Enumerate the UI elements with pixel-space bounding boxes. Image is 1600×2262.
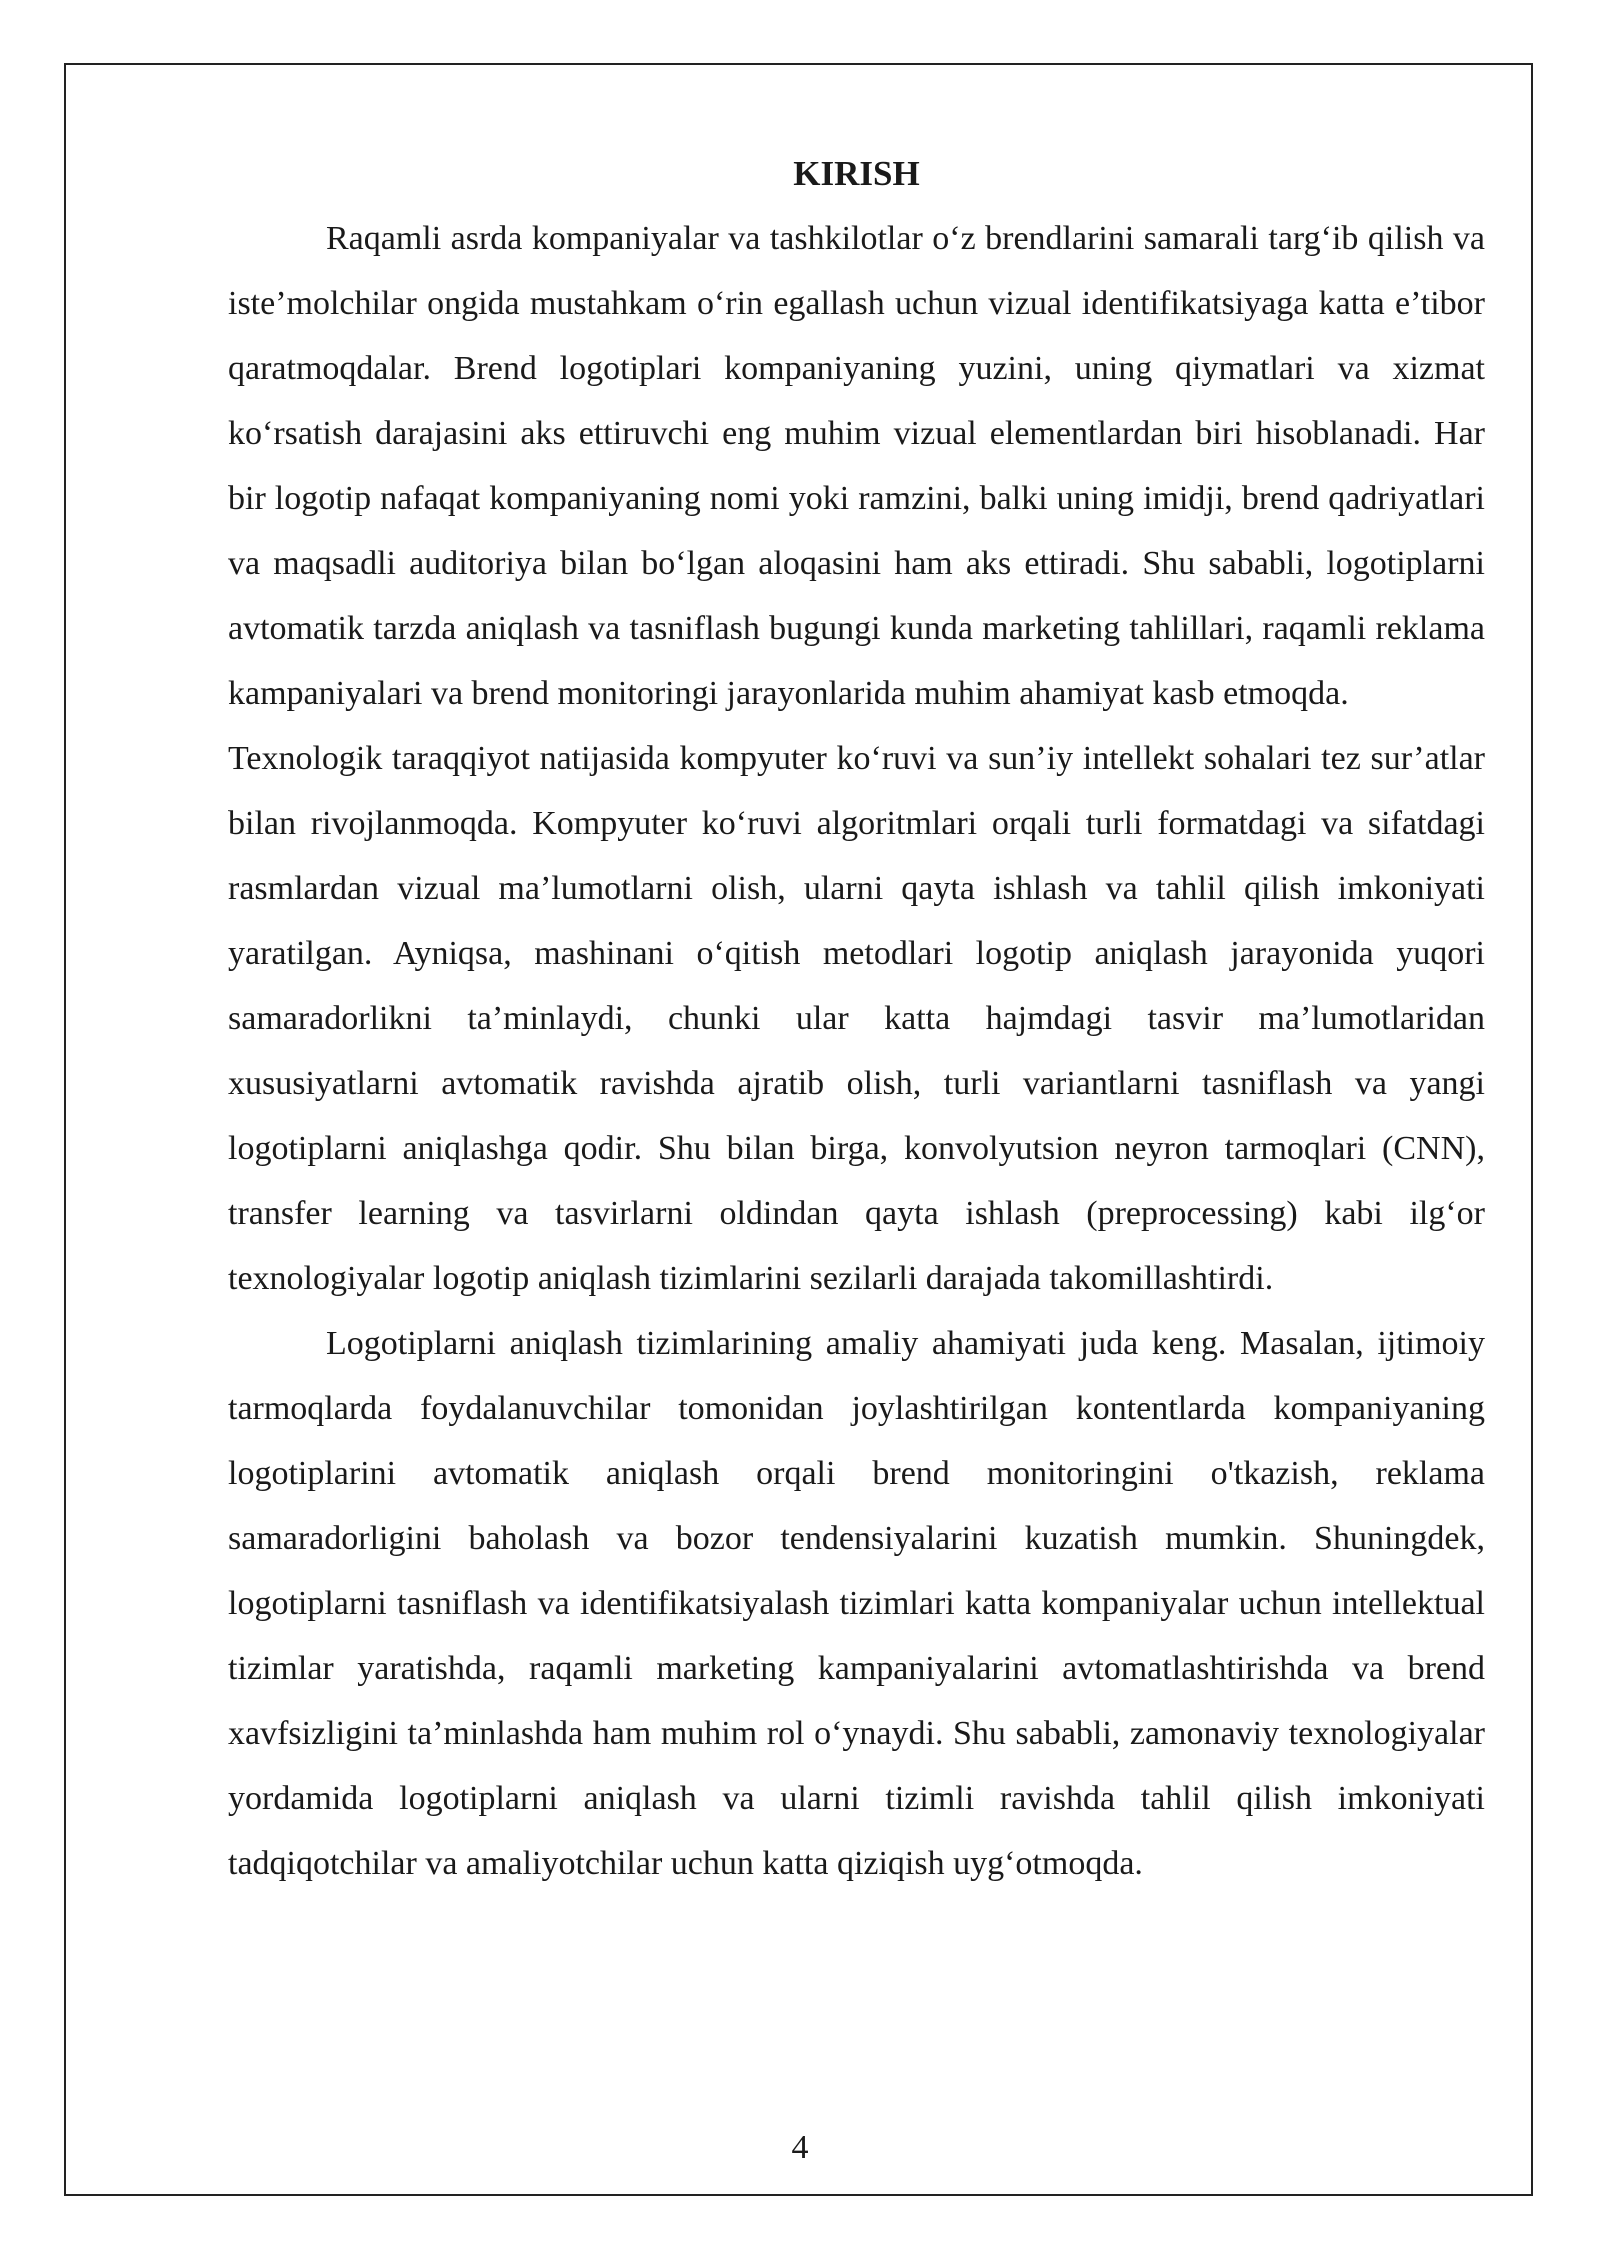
paragraph-intro: Raqamli asrda kompaniyalar va tashkilotlar o‘z brendlarini samarali targ‘ib qilish va iste’molchilar ongida mustahkam o‘rin egallash uchun vizual identifikatsiyaga katta e’tibor qaratmoqdalar. Brend logotiplari kompaniyaning yuzini, uning qiymatlari va xizmat ko‘rsatish darajasini aks ettiruvchi eng muhim vizual elementlardan biri hisoblanadi. Har bir logotip nafaqat kompaniyaning nomi yoki ramzini, balki uning imidji, brend qadriyatlari va maqsadli auditoriya bilan bo‘lgan aloqasini ham aks ettiradi. Shu sababli, logotiplarni avtomatik tarzda aniqlash va tasniflash bugungi kunda marketing tahlillari, raqamli reklama kampaniyalari va brend monitoringi jarayonlarida muhim ahamiyat kasb etmoqda. [228,220,1485,712]
paragraph-applications: Logotiplarni aniqlash tizimlarining amaliy ahamiyati juda keng. Masalan, ijtimoiy tarmoqlarda foydalanuvchilar tomonidan joylashtirilgan kontentlarda kompaniyaning logotiplarini avtomatik aniqlash orqali brend monitoringini o'tkazish, reklama samaradorligini baholash va bozor tendensiyalarini kuzatish mumkin. Shuningdek, logotiplarni tasniflash va identifikatsiyalash tizimlari katta kompaniyalar uchun intellektual tizimlar yaratishda, raqamli marketing kampaniyalarini avtomatlashtirishda va brend xavfsizligini ta’minlashda ham muhim rol o‘ynaydi. Shu sababli, zamonaviy texnologiyalar yordamida logotiplarni aniqlash va ularni tizimli ravishda tahlil qilish imkoniyati tadqiqotchilar va amaliyotchilar uchun katta qiziqish uyg‘otmoqda. [228,1325,1485,1882]
document-body [228,142,1485,1896]
section-heading: KIRISH [793,154,920,193]
page-number: 4 [791,2129,809,2166]
paragraph-technology: Texnologik taraqqiyot natijasida kompyuter ko‘ruvi va sun’iy intellekt sohalari tez sur’atlar bilan rivojlanmoqda. Kompyuter ko‘ruvi algoritmlari orqali turli formatdagi va sifatdagi rasmlardan vizual ma’lumotlarni olish, ularni qayta ishlash va tahlil qilish imkoniyati yaratilgan. Ayniqsa, mashinani o‘qitish metodlari logotip aniqlash jarayonida yuqori samaradorlikni ta’minlaydi, chunki ular katta hajmdagi tasvir ma’lumotlaridan xususiyatlarni avtomatik ravishda ajratib olish, turli variantlarni tasniflash va yangi logotiplarni aniqlashga qodir. Shu bilan birga, konvolyutsion neyron tarmoqlari (CNN), transfer learning va tasvirlarni oldindan qayta ishlash (preprocessing) kabi ilg‘or texnologiyalar logotip aniqlash tizimlarini sezilarli darajada takomillashtirdi. [228,740,1485,1297]
